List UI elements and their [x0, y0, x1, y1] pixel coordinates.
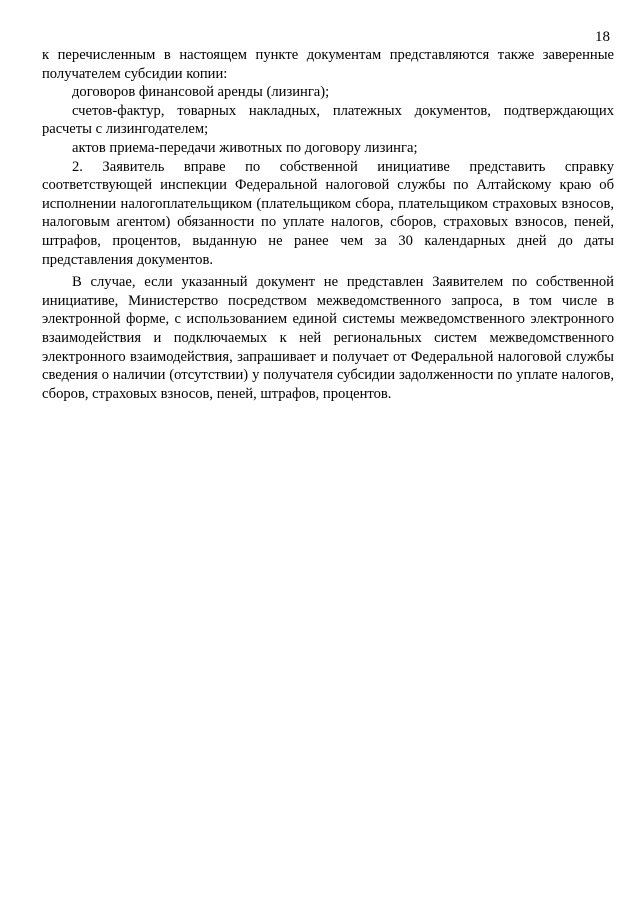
list-item-invoices: счетов-фактур, товарных накладных, платежных документов, подтверждающих расчеты с лизингодателем;	[42, 102, 614, 138]
document-body	[42, 46, 614, 403]
page-number: 18	[595, 29, 610, 45]
paragraph-clause-2: 2. Заявитель вправе по собственной инициативе представить справку соответствующей инспекции Федеральной налоговой службы по Алтайскому краю об исполнении налогоплательщиком (плательщиком сбора, плательщиком страховых взносов, налоговым агентом) обязанности по уплате налогов, сборов, страховых взносов, пеней, штрафов, процентов, выданную не ранее чем за 30 календарных дней до даты представления документов.	[42, 158, 614, 268]
paragraph-interagency-request: В случае, если указанный документ не представлен Заявителем по собственной инициативе, Министерство посредством межведомственного запроса, в том числе в электронной форме, с использованием единой системы межведомственного электронного взаимодействия и подключаемых к ней региональных систем межведомственного электронного взаимодействия, запрашивает и получает от Федеральной налоговой службы сведения о наличии (отсутствии) у получателя субсидии задолженности по уплате налогов, сборов, страховых взносов, пеней, штрафов, процентов.	[42, 274, 614, 402]
list-item-leasing-contracts: договоров финансовой аренды (лизинга);	[72, 84, 330, 101]
paragraph-intro: к перечисленным в настоящем пункте документам представляются также заверенные получателем субсидии копии:	[42, 47, 614, 82]
list-item-transfer-acts: актов приема-передачи животных по договору лизинга;	[72, 139, 418, 156]
